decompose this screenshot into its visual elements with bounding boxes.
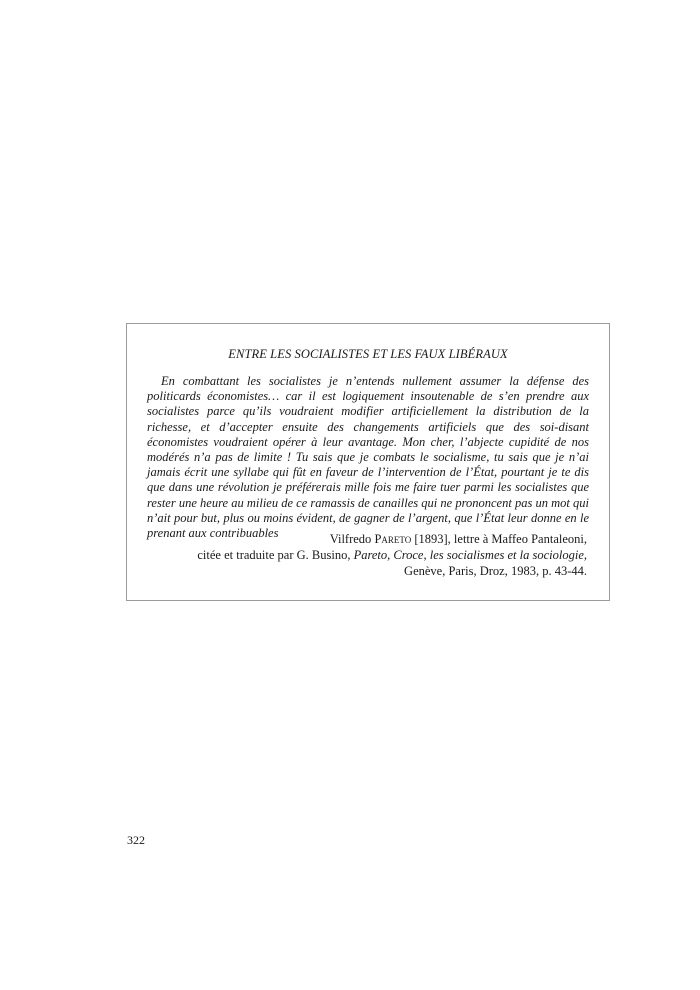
page-number: 322 xyxy=(127,833,145,847)
quote-text: En combattant les socialistes je n’entends nullement assumer la défense des politicards économistes… car il est logiquement insoutenable de s’en prendre aux socialistes parce qu’ils voudraient modifier artificiellement la distribution de la richesse, et d’accepter ensuite des changements artificiels que des soi-disant économistes voudraient opérer à leur avantage. Mon cher, l’abjecte cupidité de nos modérés n’a pas de limite ! Tu sais que je combats le socialisme, tu sais que je n’ai jamais écrit une syllabe qui fût en faveur de l’intervention de l’État, pourtant je te dis que dans une révolution je préférerais mille fois me faire tuer parmi les socialistes que rester une heure au milieu de ce ramassis de canailles qui ne prononcent pas un mot qui n’ait pour but, plus ou moins évident, de gagner de l’argent, que l’État leur donne en le prenant aux contribuables xyxy=(147,374,589,541)
quote-box xyxy=(126,323,610,601)
source-line-1-rest: [1893], lettre à Maffeo Pantaleoni, xyxy=(414,532,587,546)
source-line-2 xyxy=(147,547,587,563)
box-title: ENTRE LES SOCIALISTES ET LES FAUX LIBÉRAUX xyxy=(228,347,508,361)
source-line-3: Genève, Paris, Droz, 1983, p. 43-44. xyxy=(404,564,587,578)
source-line-1 xyxy=(147,531,587,547)
source-book-title: Pareto, Croce, les socialismes et la sociologie, xyxy=(353,548,587,562)
quote-source xyxy=(147,531,587,579)
author-last-name: Pareto xyxy=(374,532,412,546)
source-line-2-prefix: citée et traduite par G. Busino, xyxy=(197,548,351,562)
author-first-name: Vilfredo xyxy=(329,532,372,546)
